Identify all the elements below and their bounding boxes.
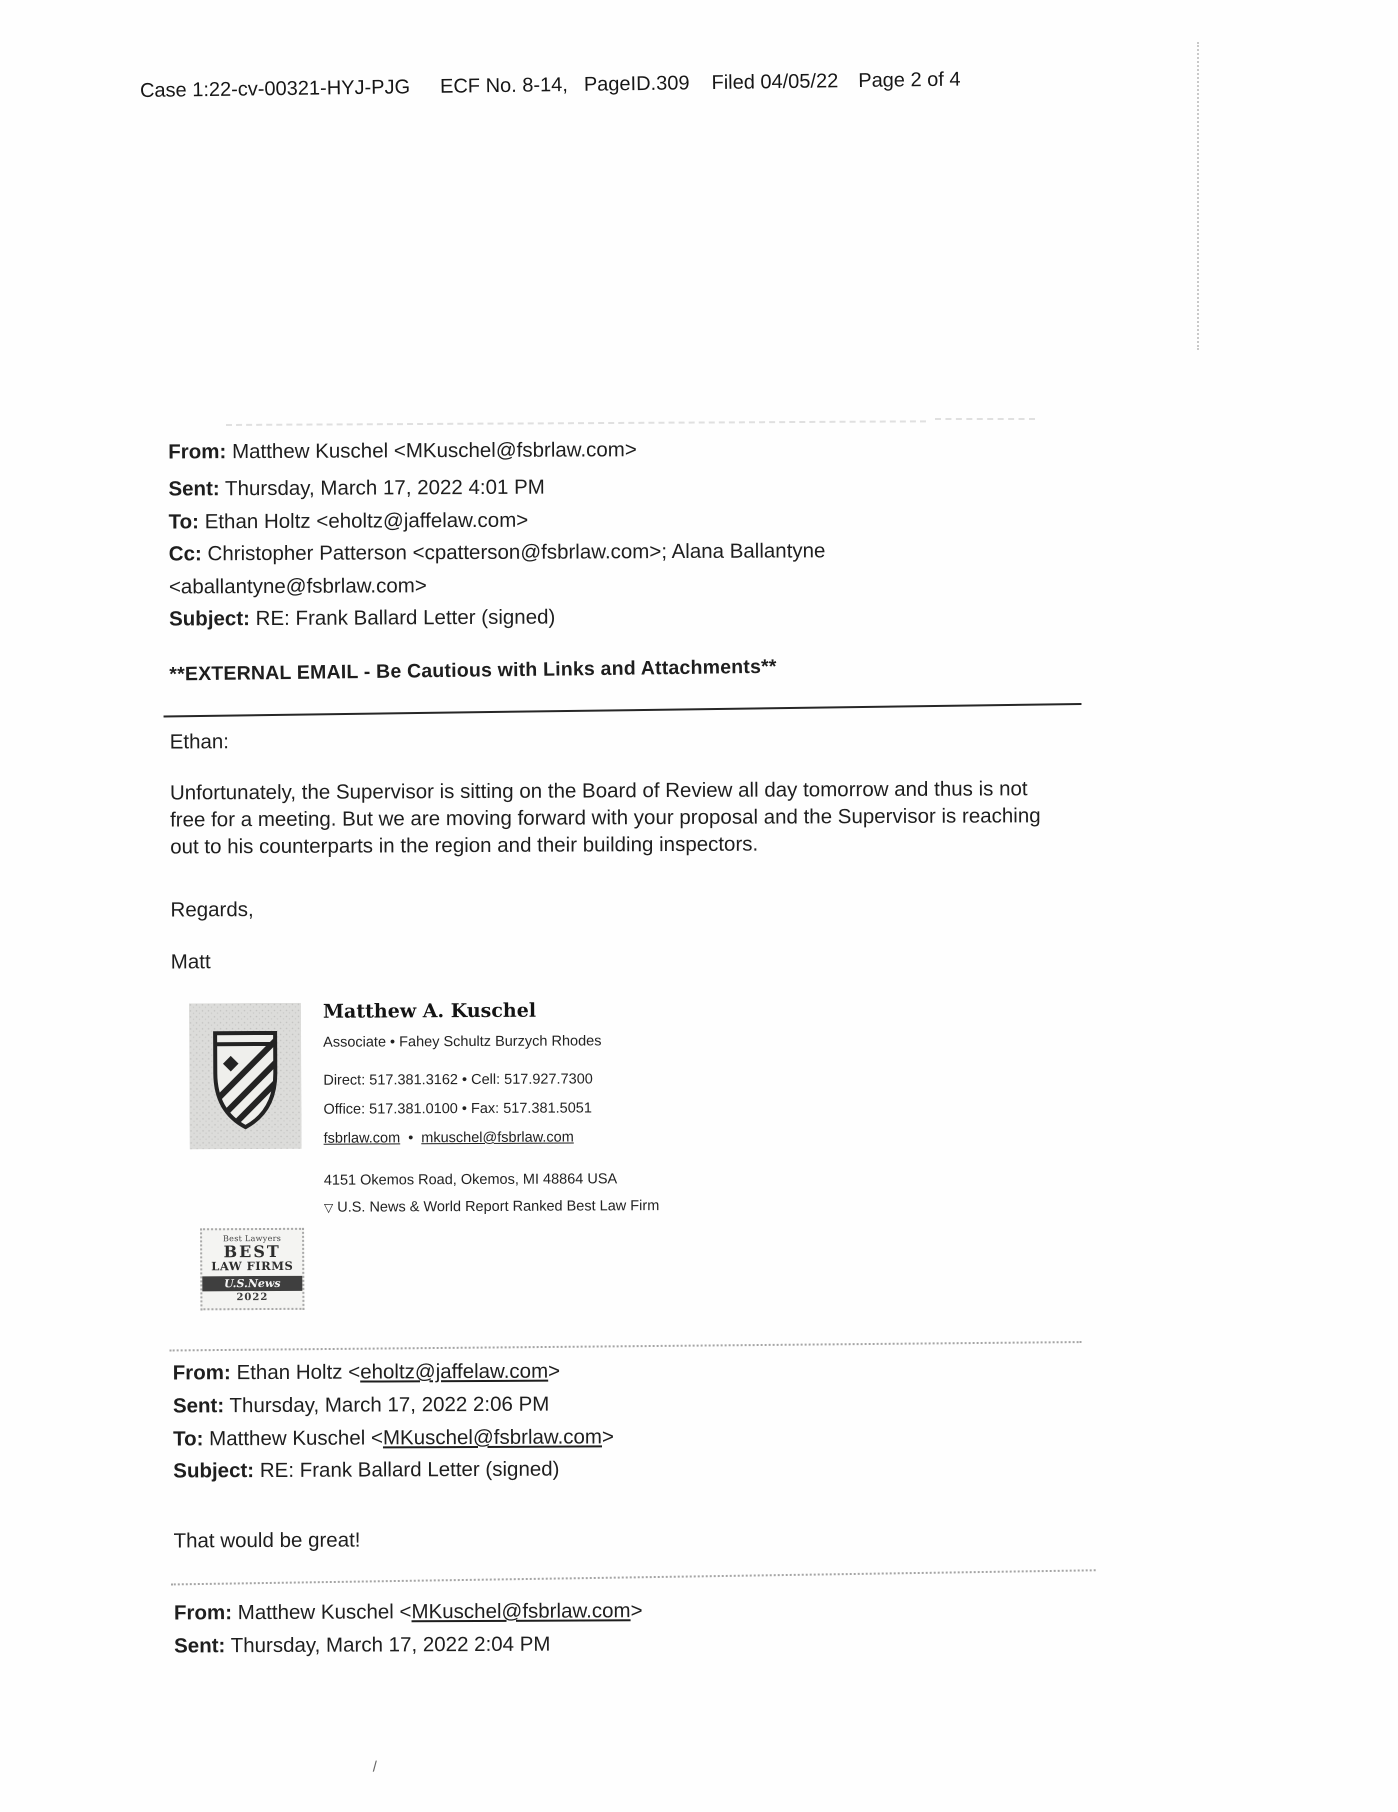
ranking-line [324, 1198, 659, 1216]
email-1-body: Unfortunately, the Supervisor is sitting on the Board of Review all day tomorrow and thus is not free for a meeting. But we are moving forward with your proposal and the Supervisor is reaching out to his counterparts in the region and their building inspectors. [169, 777, 1041, 859]
subject-label: Subject: [169, 607, 251, 631]
signature-phone-line-1: Direct: 517.381.3162 • Cell: 517.927.7300 [323, 1071, 593, 1089]
to-label: To: [168, 510, 200, 534]
cc-label: Cc: [168, 542, 202, 566]
email-2-subject-line [173, 1458, 559, 1484]
sent-value: Thursday, March 17, 2022 2:06 PM [229, 1392, 550, 1418]
page-number: Page 2 of 4 [858, 68, 961, 92]
email-1-cc-line [169, 539, 826, 566]
email-1-signoff: Matt [170, 950, 211, 974]
case-number: Case 1:22-cv-00321-HYJ-PJG [139, 76, 411, 102]
to-name: Matthew Kuschel < [209, 1426, 383, 1451]
to-close: > [601, 1425, 615, 1449]
subject-value: RE: Frank Ballard Letter (signed) [255, 605, 556, 631]
from-name: Matthew Kuschel < [237, 1600, 412, 1625]
from-value: Matthew Kuschel <MKuschel@fsbrlaw.com> [231, 438, 637, 464]
ecf-number: ECF No. 8-14, [439, 74, 569, 98]
cc-value: Christopher Patterson <cpatterson@fsbrlaw.com>; Alana Ballantyne [207, 539, 826, 566]
law-firm-shield-logo [189, 1003, 302, 1155]
email-1-from-line [168, 438, 637, 464]
website-link[interactable]: fsbrlaw.com [323, 1130, 401, 1147]
from-label: From: [172, 1361, 231, 1385]
email-3-from-line [174, 1599, 643, 1625]
email-2-to-line [173, 1425, 614, 1451]
email-1-closing: Regards, [170, 898, 254, 922]
message-divider [164, 703, 1082, 717]
email-1-subject-line [169, 606, 555, 632]
subject-label: Subject: [173, 1459, 255, 1483]
sent-value: Thursday, March 17, 2022 4:01 PM [224, 475, 545, 501]
from-close: > [630, 1599, 643, 1623]
filed-date: Filed 04/05/22 [711, 70, 839, 95]
from-label: From: [168, 440, 227, 464]
badge-tagline: Best Lawyers [222, 1233, 282, 1244]
email-1-sent-line [168, 476, 545, 502]
thread-divider-1 [170, 1341, 1082, 1351]
badge-year: 2022 [236, 1291, 269, 1304]
sent-label: Sent: [168, 477, 220, 501]
scan-artifact-mark: / [372, 1758, 377, 1776]
to-value: Ethan Holtz <eholtz@jaffelaw.com> [204, 508, 529, 534]
shield-icon [189, 1003, 302, 1150]
link-separator: • [408, 1130, 414, 1147]
page-id: PageID.309 [583, 72, 690, 96]
from-email-link[interactable]: MKuschel@fsbrlaw.com [411, 1599, 631, 1624]
subject-value: RE: Frank Ballard Letter (signed) [259, 1457, 560, 1483]
ranking-text: U.S. News & World Report Ranked Best Law Firm [337, 1198, 660, 1216]
best-law-firms-badge [200, 1228, 304, 1311]
email-2-from-line [173, 1360, 560, 1386]
signature-email-link[interactable]: mkuschel@fsbrlaw.com [421, 1129, 574, 1147]
signature-links-line [324, 1129, 574, 1146]
firm-address: 4151 Okemos Road, Okemos, MI 48864 USA [323, 1171, 618, 1189]
from-name: Ethan Holtz < [236, 1360, 361, 1385]
flag-icon: ▽ [323, 1200, 334, 1215]
from-label: From: [173, 1601, 233, 1625]
sent-label: Sent: [172, 1394, 225, 1418]
email-1-greeting: Ethan: [169, 730, 230, 754]
from-close: > [548, 1359, 561, 1383]
email-2-sent-line [173, 1393, 550, 1419]
signature-role-line: Associate • Fahey Schultz Burzych Rhodes [323, 1033, 602, 1051]
from-email-link[interactable]: eholtz@jaffelaw.com [360, 1359, 549, 1384]
email-1-to-line [169, 509, 529, 535]
to-label: To: [173, 1427, 204, 1451]
to-email-link[interactable]: MKuschel@fsbrlaw.com [382, 1425, 603, 1450]
thread-divider-2 [171, 1569, 1096, 1585]
email-2-body: That would be great! [173, 1528, 361, 1553]
external-email-warning: **EXTERNAL EMAIL - Be Cautious with Links and Attachments** [169, 655, 777, 686]
signature-phone-line-2: Office: 517.381.0100 • Fax: 517.381.5051 [323, 1100, 592, 1118]
email-3-sent-line [174, 1633, 551, 1659]
sent-value: Thursday, March 17, 2022 2:04 PM [230, 1632, 551, 1658]
sent-label: Sent: [174, 1634, 226, 1658]
badge-usnews-banner: U.S.News [202, 1276, 302, 1291]
email-1-cc-line-2 [169, 574, 427, 599]
badge-title-line-1: BEST [223, 1241, 281, 1262]
badge-title-line-2: LAW FIRMS [211, 1258, 294, 1274]
cc-value-continued: <aballantyne@fsbrlaw.com> [168, 574, 427, 599]
signature-name: Matthew A. Kuschel [322, 999, 537, 1023]
